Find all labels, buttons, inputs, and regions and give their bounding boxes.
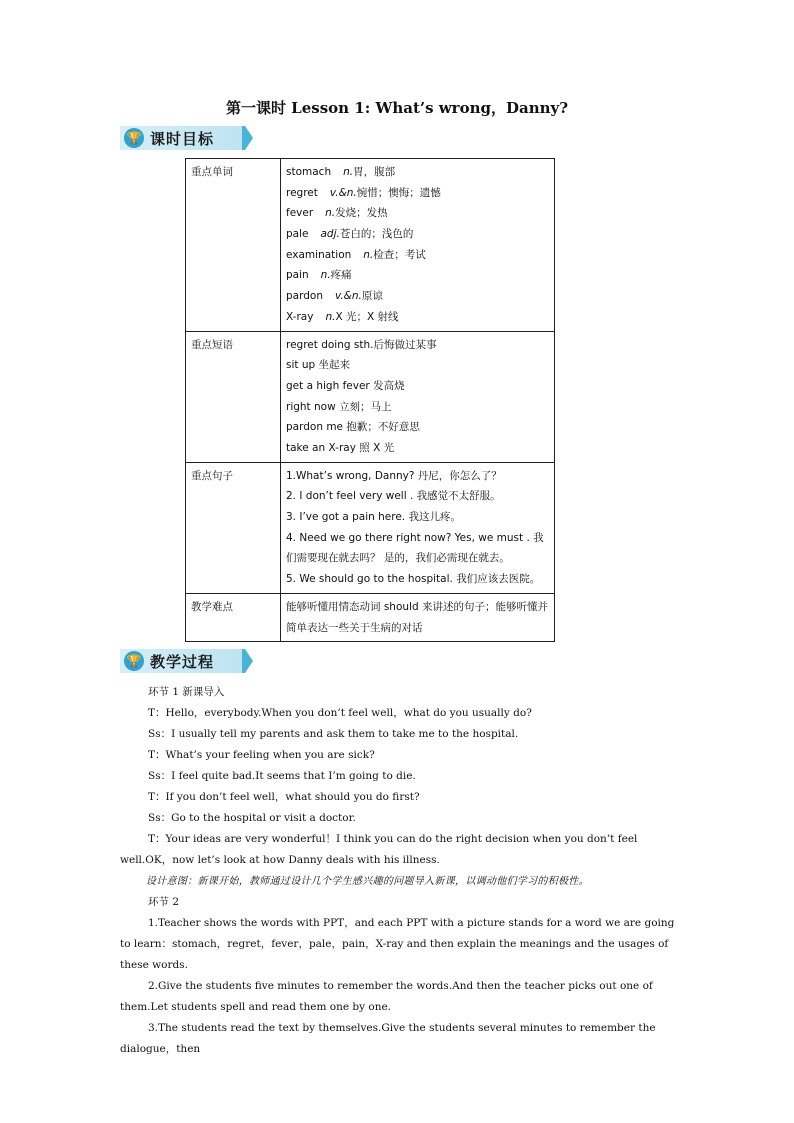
category-cell: 重点短语 <box>186 331 281 462</box>
vocab-meaning: 惋惜；懊悔；遗憾 <box>356 186 441 199</box>
vocab-pos: n. <box>320 269 331 282</box>
trophy-icon: 🏆 <box>124 128 144 148</box>
category-cell: 重点句子 <box>186 462 281 593</box>
phrase-item: get a high fever 发高烧 <box>286 379 405 392</box>
vocab-pos: n. <box>343 166 354 178</box>
phrase-item: regret doing sth.后悔做过某事 <box>286 338 437 351</box>
table-row <box>186 331 555 462</box>
dialogue-line: T：What’s your feeling when you are sick? <box>148 749 375 761</box>
sentence-item: 1.What’s wrong, Danny? 丹尼，你怎么了？ <box>286 469 502 482</box>
phrase-item: pardon me 抱歉；不好意思 <box>286 421 420 434</box>
vocab-word: fever <box>286 207 314 220</box>
section-banner-process <box>120 649 245 673</box>
phrases-cell <box>281 331 555 462</box>
section-label: 课时目标 <box>150 130 215 148</box>
dialogue-line: Ss：Go to the hospital or visit a doctor. <box>148 812 356 824</box>
paragraph: 2.Give the students five minutes to remember the words.And then the teacher picks out one of them.Let students spell and read them one by one. <box>120 980 653 1013</box>
vocab-word: pain <box>286 269 309 282</box>
category-cell: 教学难点 <box>186 593 281 641</box>
vocab-pos: v.&n. <box>329 186 357 199</box>
section-banner-goals <box>120 126 245 150</box>
phrase-item: take an X-ray 照 X 光 <box>286 441 395 454</box>
vocab-pos: v.&n. <box>334 290 362 303</box>
sentence-item: 4. Need we go there right now? Yes, we must . 我们需要现在就去吗？ 是的，我们必需现在就去。 <box>286 531 544 565</box>
sentence-item: 3. I’ve got a pain here. 我这儿疼。 <box>286 511 461 524</box>
table-row <box>186 159 555 332</box>
section-label: 教学过程 <box>150 653 215 671</box>
vocab-meaning: 检查；考试 <box>373 248 426 261</box>
vocab-word: examination <box>286 248 352 261</box>
vocab-item <box>286 245 549 266</box>
vocab-item <box>286 183 549 204</box>
category-cell: 重点单词 <box>186 159 281 332</box>
vocab-item <box>286 286 549 307</box>
vocab-word: stomach <box>286 166 332 178</box>
vocab-meaning: X 光；X 射线 <box>335 310 399 323</box>
sentences-cell <box>281 462 555 593</box>
vocab-item <box>286 307 549 328</box>
vocab-word: pardon <box>286 290 323 303</box>
design-note: 设计意图：新课开始，教师通过设计几个学生感兴趣的问题导入新课，以调动他们学习的积极性。 <box>146 876 589 887</box>
vocab-word: X-ray <box>286 310 314 323</box>
phrase-item: right now 立刻；马上 <box>286 400 392 413</box>
trophy-icon: 🏆 <box>124 651 144 671</box>
vocab-word: pale <box>286 228 309 241</box>
vocab-pos: n. <box>325 207 336 220</box>
vocab-meaning: 发烧；发热 <box>335 207 388 220</box>
vocab-item <box>286 203 549 224</box>
difficulty-text: 能够听懂用情态动词 should 来讲述的句子；能够听懂并简单表达一些关于生病的对话 <box>281 593 555 641</box>
vocab-meaning: 胃，腹部 <box>353 166 396 178</box>
vocab-meaning: 原谅 <box>361 290 383 303</box>
table-row <box>186 462 555 593</box>
dialogue-line: T：Hello，everybody.When you don’t feel well，what do you usually do? <box>148 707 532 719</box>
dialogue-line: T：Your ideas are very wonderful！I think you can do the right decision when you don’t feel well.OK，now let’s look at how Danny deals with his illness. <box>120 833 638 866</box>
dialogue-line: Ss：I feel quite bad.It seems that I’m going to die. <box>148 770 416 782</box>
words-cell <box>281 159 555 332</box>
vocab-meaning: 疼痛 <box>330 269 352 282</box>
table-row <box>186 593 555 641</box>
step-heading: 环节 1 新课导入 <box>148 686 225 698</box>
phrase-item: sit up 坐起来 <box>286 359 350 372</box>
dialogue-line: T：If you don’t feel well，what should you do first? <box>148 791 420 803</box>
sentence-item: 2. I don’t feel very well . 我感觉不太舒服。 <box>286 490 501 503</box>
vocab-item <box>286 265 549 286</box>
vocab-meaning: 苍白的；浅色的 <box>339 228 414 241</box>
paragraph: 3.The students read the text by themselves.Give the students several minutes to remember the dialogue，then <box>120 1022 656 1055</box>
dialogue-line: Ss：I usually tell my parents and ask them to take me to the hospital. <box>148 728 519 740</box>
vocab-pos: n. <box>325 310 336 323</box>
vocab-item <box>286 224 549 245</box>
step-heading: 环节 2 <box>148 896 180 908</box>
paragraph: 1.Teacher shows the words with PPT，and each PPT with a picture stands for a word we are going to learn：stomach，regret，fever，pale，pain，X-ray and then explain the meanings and the usages of these words. <box>120 917 675 971</box>
vocab-pos: n. <box>363 248 374 261</box>
vocab-pos: adj. <box>320 228 340 241</box>
vocab-item <box>286 162 549 183</box>
sentence-item: 5. We should go to the hospital. 我们应该去医院。 <box>286 573 541 586</box>
lesson-title: 第一课时 Lesson 1: What’s wrong，Danny? <box>225 99 569 117</box>
goals-table <box>185 158 555 642</box>
vocab-word: regret <box>286 186 318 199</box>
teaching-process <box>120 682 676 1060</box>
